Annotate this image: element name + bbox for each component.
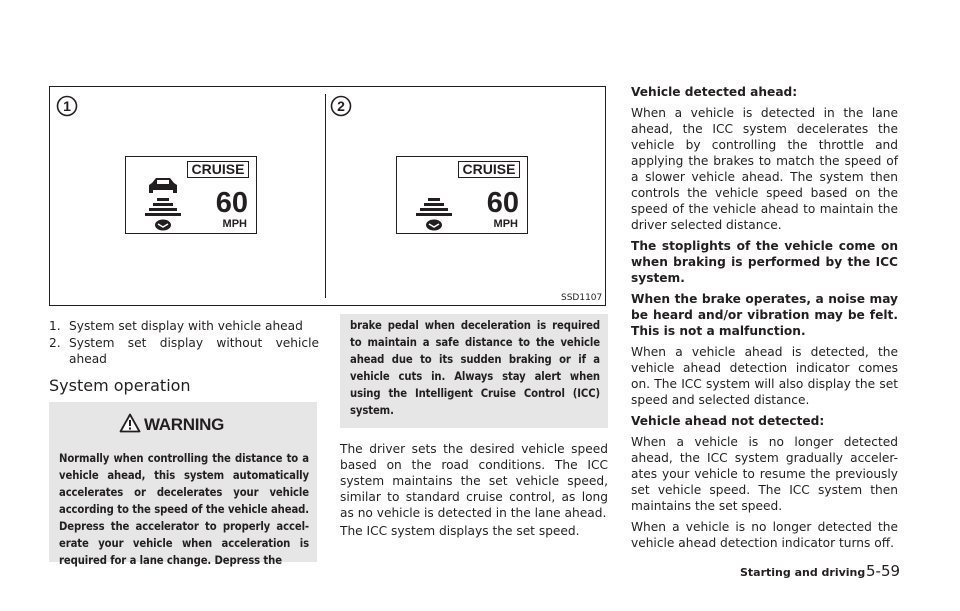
right-column [631, 84, 898, 551]
warning-title: WARNING [144, 415, 225, 434]
figure-code: SSD1107 [561, 293, 603, 303]
svg-text:2: 2 [337, 98, 345, 114]
display-panel-vehicle-ahead [125, 156, 257, 234]
paragraph: When a vehicle is no longer detected ahead, the ICC system gradually acceler-ates your vehicle to resume the previously set vehicle speed. The ICC system then maintains the set speed. [631, 435, 898, 513]
caption-text: System set display without vehicle ahead [69, 336, 319, 366]
warning-text: Normally when controlling the distance to a vehicle ahead, this system automatically accelerates or decelerates your vehicle according to the speed of the vehicle ahead. Depress the accelerator to properly accel-erate your vehicle when acceleration is required for a lane change. Depress the [59, 452, 309, 567]
footer-section-name: Starting and driving [740, 566, 866, 579]
set-speed: 60 [215, 187, 248, 219]
circled-number-1-icon [56, 95, 78, 117]
caption-number: 1. [49, 319, 61, 333]
speed-unit: MPH [493, 218, 518, 230]
caption-item [49, 335, 319, 367]
warning-text-continued: brake pedal when deceleration is required to maintain a safe distance to the vehicle ahead due to its sudden braking or if a vehicle cuts in. Always stay alert when using the Intelligent Cruise Control (ICC) system. [350, 319, 600, 417]
set-speed: 60 [486, 187, 519, 219]
caption-text: System set display with vehicle ahead [69, 319, 303, 333]
warning-triangle-icon [119, 413, 141, 433]
figure-captions [49, 318, 319, 367]
caption-number: 2. [49, 336, 61, 350]
vehicle-ahead-icon [142, 177, 184, 233]
circled-number-2-icon [330, 95, 352, 117]
subheading: Vehicle ahead not detected: [631, 414, 825, 428]
bold-notice: When the brake operates, a noise may be heard and/or vibration may be felt. This is not a malfunction. [631, 292, 898, 338]
paragraph: When a vehicle is no longer detected the vehicle ahead detection indicator turns off. [631, 520, 898, 550]
page-number: 5-59 [866, 562, 901, 580]
cruise-indicator: CRUISE [458, 161, 520, 178]
subheading: Vehicle detected ahead: [631, 85, 798, 99]
cruise-indicator: CRUISE [187, 161, 249, 178]
paragraph: The ICC system displays the set speed. [340, 524, 580, 538]
svg-text:1: 1 [63, 98, 71, 114]
figure-divider [325, 94, 326, 298]
speed-unit: MPH [222, 218, 247, 230]
paragraph: The driver sets the desired vehicle speed based on the road conditions. The ICC system maintains the set vehicle speed, similar to standard cruise control, as long as no vehicle is detected in the lane ahead. [340, 442, 608, 520]
caption-item [49, 318, 319, 334]
paragraph: When a vehicle is detected in the lane ahead, the ICC system decelerates the vehicle by controlling the throttle and applying the brakes to match the speed of a slower vehicle ahead. The system then controls the vehicle speed based on the speed of the vehicle ahead to maintain the driver selected distance. [631, 106, 898, 232]
bold-notice: The stoplights of the vehicle come on when braking is performed by the ICC system. [631, 239, 898, 285]
distance-bars-icon [413, 177, 455, 233]
section-title: System operation [49, 376, 191, 395]
display-panel-no-vehicle [396, 156, 528, 234]
paragraph: When a vehicle ahead is detected, the vehicle ahead detection indicator comes on. The ICC system will also display the set speed and selected distance. [631, 345, 898, 407]
